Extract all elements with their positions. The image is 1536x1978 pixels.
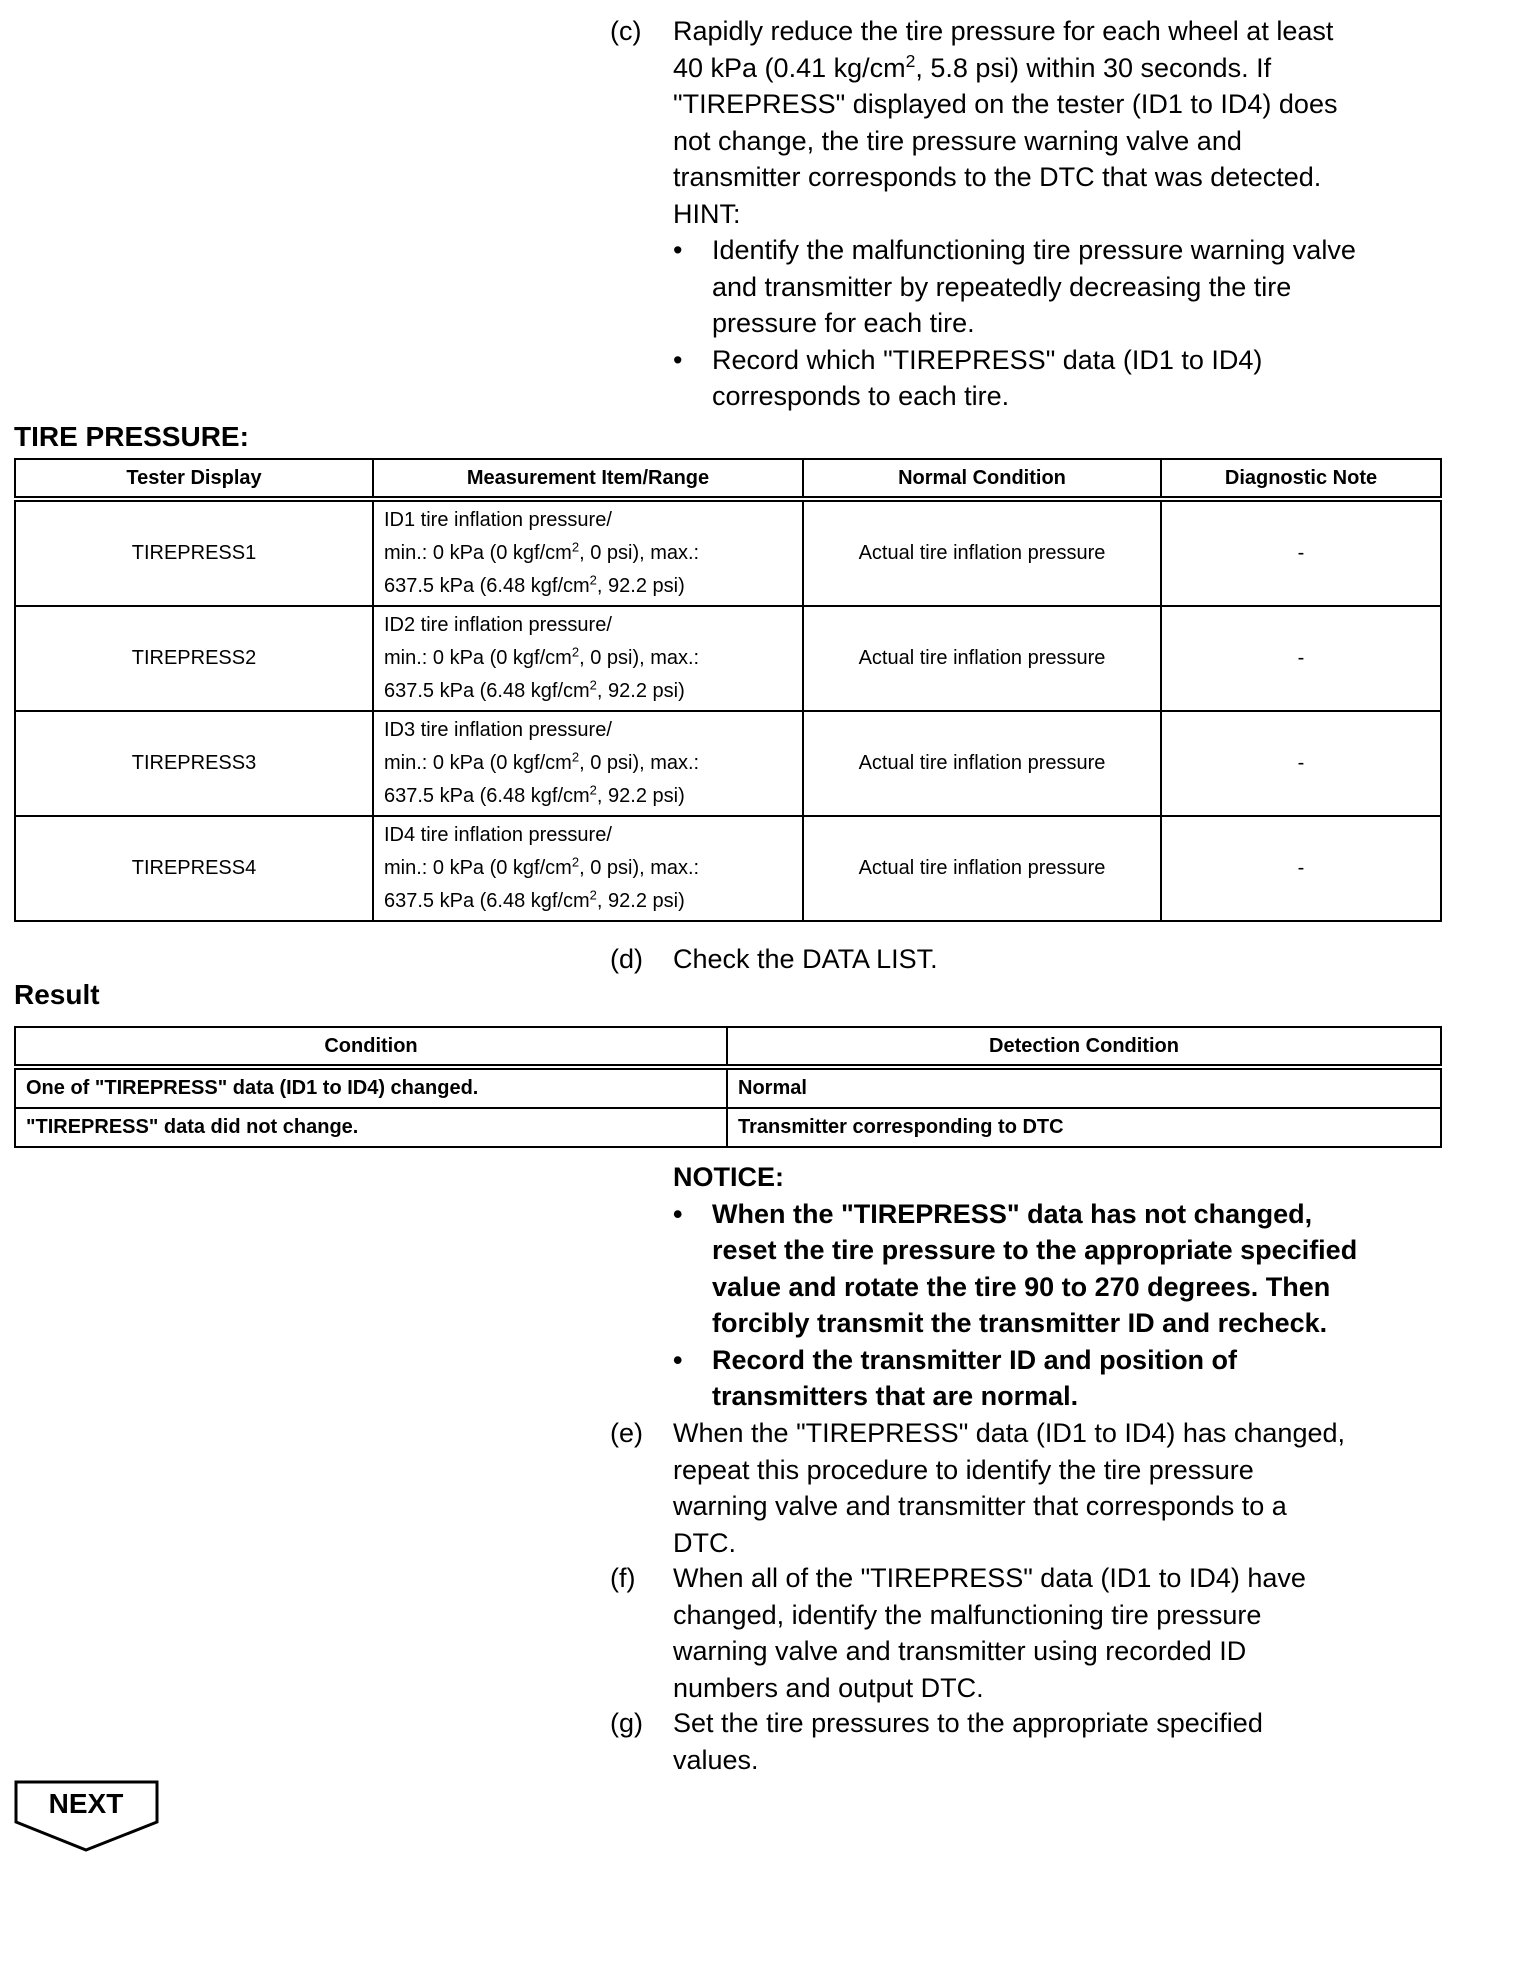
measurement-cell: ID4 tire inflation pressure/ min.: 0 kPa (0 kgf/$cm^2$, 0 psi), max.: 637.5 kPa (6.48 kgf/$cm^2$, 92.2 psi) bbox=[373, 816, 803, 921]
step-text: Check the DATA LIST. bbox=[673, 944, 938, 974]
step-label: (c) bbox=[610, 16, 642, 46]
text-line: 40 kPa (0.41 $kg/cm^2$, 5.8 psi) within 30 seconds. If bbox=[673, 50, 1272, 83]
table-row bbox=[15, 1108, 1441, 1147]
step-label: (e) bbox=[610, 1418, 643, 1448]
table-row bbox=[15, 711, 1441, 816]
step-label: (f) bbox=[610, 1563, 636, 1593]
notice-title: NOTICE: bbox=[673, 1162, 784, 1192]
measurement-cell: ID1 tire inflation pressure/ min.: 0 kPa (0 kgf/$cm^2$, 0 psi), max.: 637.5 kPa (6.48 kgf/$cm^2$, 92.2 psi) bbox=[373, 499, 803, 606]
table-cell: One of "TIREPRESS" data (ID1 to ID4) changed. bbox=[15, 1067, 727, 1108]
measurement-cell: ID2 tire inflation pressure/ min.: 0 kPa (0 kgf/$cm^2$, 0 psi), max.: 637.5 kPa (6.48 kgf/$cm^2$, 92.2 psi) bbox=[373, 606, 803, 711]
tester-display-cell: TIREPRESS2 bbox=[15, 606, 373, 711]
table-cell: Normal bbox=[727, 1067, 1441, 1108]
tire-pressure-heading: TIRE PRESSURE: bbox=[14, 421, 249, 452]
result-table bbox=[14, 1026, 1442, 1148]
hint-label: HINT: bbox=[673, 198, 741, 229]
column-header: Measurement Item/Range bbox=[373, 459, 803, 499]
column-header: Diagnostic Note bbox=[1161, 459, 1441, 499]
notice-bullet: • When the "TIREPRESS" data has not changed, reset the tire pressure to the appropriate specified value and rotate the tire 90 to 270 degrees. Then forcibly transmit the transmitter ID and recheck. bbox=[673, 1198, 1358, 1338]
normal-condition-cell: Actual tire inflation pressure bbox=[803, 499, 1161, 606]
diagnostic-note-cell: - bbox=[1161, 816, 1441, 921]
normal-condition-cell: Actual tire inflation pressure bbox=[803, 816, 1161, 921]
step-c bbox=[610, 13, 1356, 415]
step-f: (f) When all of the "TIREPRESS" data (ID1 to ID4) have changed, identify the malfunctioning tire pressure warning valve and transmitter using recorded ID numbers and output DTC. bbox=[610, 1560, 1306, 1706]
tester-display-cell: TIREPRESS1 bbox=[15, 499, 373, 606]
column-header: Normal Condition bbox=[803, 459, 1161, 499]
step-e: (e) When the "TIREPRESS" data (ID1 to ID4) has changed, repeat this procedure to identify the tire pressure warning valve and transmitter that corresponds to a DTC. bbox=[610, 1415, 1345, 1561]
table-header-row bbox=[15, 1027, 1441, 1067]
notice-bullet: • Record the transmitter ID and position of transmitters that are normal. bbox=[673, 1344, 1238, 1411]
table-row bbox=[15, 1067, 1441, 1108]
step-g: (g) Set the tire pressures to the appropriate specified values. bbox=[610, 1705, 1263, 1778]
column-header: Detection Condition bbox=[727, 1027, 1441, 1067]
step-label: (d) bbox=[610, 944, 643, 974]
table-row bbox=[15, 816, 1441, 921]
diagnostic-note-cell: - bbox=[1161, 606, 1441, 711]
hint-bullet: • Identify the malfunctioning tire pressure warning valve and transmitter by repeatedly decreasing the tire pressure for each tire. bbox=[673, 235, 1356, 338]
normal-condition-cell: Actual tire inflation pressure bbox=[803, 711, 1161, 816]
tester-display-cell: TIREPRESS4 bbox=[15, 816, 373, 921]
table-cell: "TIREPRESS" data did not change. bbox=[15, 1108, 727, 1147]
tester-display-cell: TIREPRESS3 bbox=[15, 711, 373, 816]
result-heading: Result bbox=[14, 979, 100, 1010]
column-header: Condition bbox=[15, 1027, 727, 1067]
tire-pressure-table bbox=[14, 458, 1442, 922]
step-label: (g) bbox=[610, 1708, 643, 1738]
text-line: transmitter corresponds to the DTC that was detected. bbox=[673, 162, 1322, 192]
normal-condition-cell: Actual tire inflation pressure bbox=[803, 606, 1161, 711]
notice bbox=[673, 1159, 1357, 1415]
diagnostic-note-cell: - bbox=[1161, 711, 1441, 816]
table-header-row bbox=[15, 459, 1441, 499]
column-header: Tester Display bbox=[15, 459, 373, 499]
step-d bbox=[610, 941, 938, 978]
text-line: Rapidly reduce the tire pressure for each wheel at least bbox=[673, 16, 1334, 46]
hint-bullet: • Record which "TIREPRESS" data (ID1 to ID4) corresponds to each tire. bbox=[673, 344, 1263, 411]
diagnostic-note-cell: - bbox=[1161, 499, 1441, 606]
table-cell: Transmitter corresponding to DTC bbox=[727, 1108, 1441, 1147]
table-row bbox=[15, 606, 1441, 711]
text-line: "TIREPRESS" displayed on the tester (ID1 to ID4) does bbox=[673, 89, 1338, 119]
next-label: NEXT bbox=[48, 1788, 124, 1819]
table-row bbox=[15, 499, 1441, 606]
measurement-cell: ID3 tire inflation pressure/ min.: 0 kPa (0 kgf/$cm^2$, 0 psi), max.: 637.5 kPa (6.48 kgf/$cm^2$, 92.2 psi) bbox=[373, 711, 803, 816]
next-button[interactable] bbox=[14, 1780, 160, 1854]
text-line: not change, the tire pressure warning valve and bbox=[673, 125, 1242, 156]
